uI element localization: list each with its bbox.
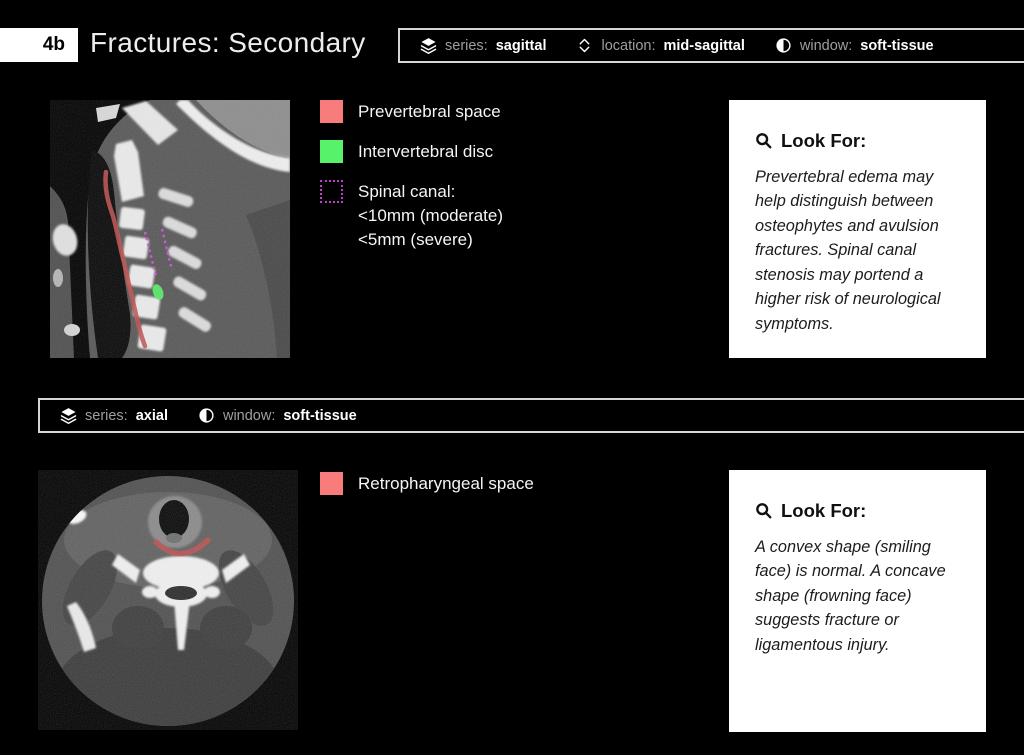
lookfor-heading <box>755 130 960 152</box>
disc-swatch <box>320 140 343 163</box>
axial-legend <box>320 472 534 512</box>
lookfor-heading-text: Look For: <box>781 130 867 151</box>
series-value: sagittal <box>495 37 547 54</box>
window-meta-item <box>775 37 934 54</box>
series-value: axial <box>135 407 168 424</box>
legend-label: Prevertebral space <box>358 102 501 121</box>
window-value: soft-tissue <box>860 37 934 54</box>
lookfor-body: A convex shape (smiling face) is normal. A concave shape (frowning face) suggests fracture or ligamentous injury. <box>755 538 946 654</box>
sagittal-ct-image <box>50 100 290 358</box>
layers-icon <box>420 37 437 54</box>
series-meta-item <box>60 407 168 424</box>
legend-label <box>358 180 503 252</box>
spinal-canal-title: Spinal canal: <box>358 182 456 201</box>
sagittal-meta-bar <box>398 28 1024 63</box>
legend-label: Intervertebral disc <box>358 142 494 161</box>
legend-item-spinal-canal <box>320 180 503 252</box>
layers-icon <box>60 407 77 424</box>
magnifier-icon <box>755 132 773 150</box>
contrast-icon <box>198 407 215 424</box>
diamond-icon <box>576 37 593 54</box>
window-label: window: <box>222 407 276 424</box>
legend-label: Retropharyngeal space <box>358 474 534 493</box>
series-label: series: <box>85 407 128 424</box>
page-title: Fractures: Secondary <box>90 27 366 58</box>
axial-lookfor-panel <box>729 470 986 732</box>
slide-number-badge <box>0 28 78 62</box>
series-meta-item <box>420 37 546 54</box>
lookfor-heading <box>755 500 960 522</box>
window-value: soft-tissue <box>283 407 357 424</box>
lookfor-body: Prevertebral edema may help distinguish between osteophytes and avulsion fractures. Spinal canal stenosis may portend a higher risk of neurological symptoms. <box>755 168 941 333</box>
contrast-icon <box>775 37 792 54</box>
location-meta-item <box>576 37 744 54</box>
window-label: window: <box>799 37 853 54</box>
location-value: mid-sagittal <box>663 37 745 54</box>
legend-item-disc <box>320 140 503 163</box>
retropharyngeal-swatch <box>320 472 343 495</box>
legend-item-prevertebral <box>320 100 503 123</box>
legend-item-retropharyngeal <box>320 472 534 495</box>
axial-meta-bar <box>38 398 1024 433</box>
window-meta-item <box>198 407 357 424</box>
spinal-canal-swatch <box>320 180 343 203</box>
sagittal-legend <box>320 100 503 269</box>
sagittal-lookfor-panel <box>729 100 986 358</box>
sagittal-ct-render <box>50 100 290 358</box>
axial-ct-image <box>38 470 298 730</box>
lookfor-heading-text: Look For: <box>781 500 867 521</box>
magnifier-icon <box>755 502 773 520</box>
slide-number-label: 4b <box>42 34 65 55</box>
axial-ct-render <box>38 470 298 730</box>
series-label: series: <box>445 37 488 54</box>
location-label: location: <box>601 37 656 54</box>
spinal-canal-severe: <5mm (severe) <box>358 230 473 249</box>
spinal-canal-moderate: <10mm (moderate) <box>358 206 504 225</box>
prevertebral-swatch <box>320 100 343 123</box>
